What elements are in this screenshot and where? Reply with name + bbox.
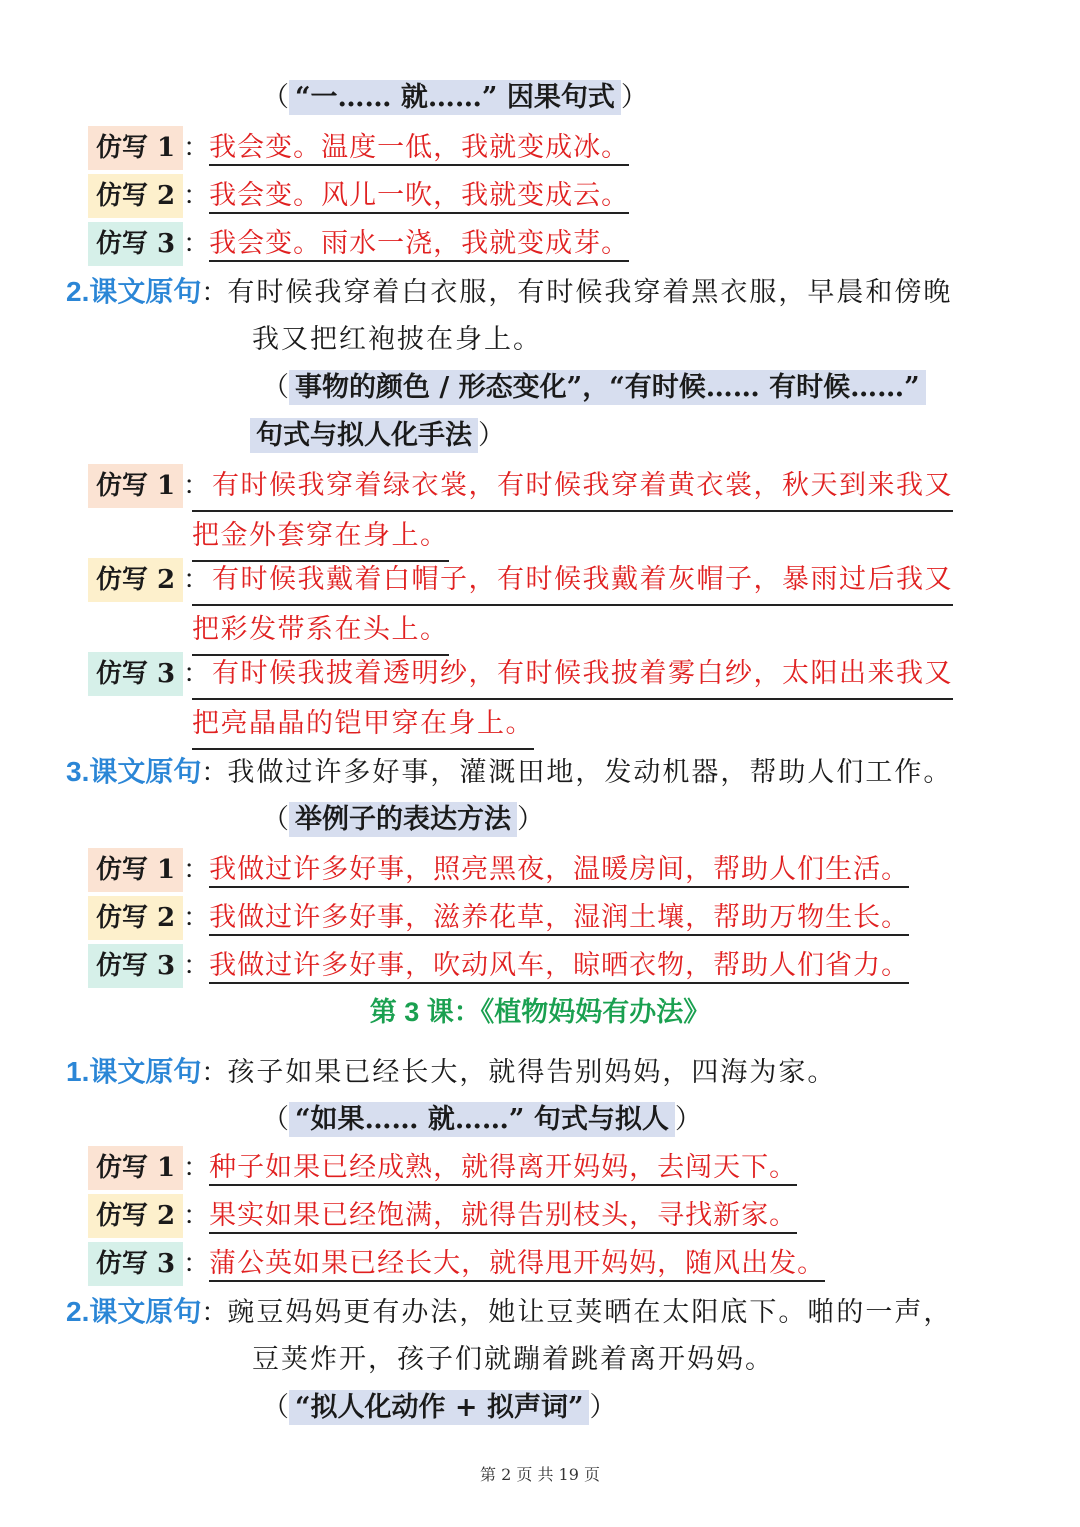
section3-note: （ 举例子的表达方法 ）	[262, 804, 544, 835]
imitation-tag: 仿写 1	[88, 464, 183, 508]
imitation-answer: 有时候我戴着白帽子，有时候我戴着灰帽子，暴雨过后我又 把彩发带系在头上。	[192, 556, 953, 656]
lesson-title: 第 3 课：《植物妈妈有办法》	[369, 997, 711, 1027]
imitation-row: 仿写 2 ：我会变。风儿一吹，我就变成云。	[88, 174, 629, 218]
imitation-tag: 仿写 3	[88, 222, 183, 266]
original-sentence: 1.课文原句：孩子如果已经长大，就得告别妈妈，四海为家。	[66, 1056, 837, 1088]
imitation-answer: 果实如果已经饱满，就得告别枝头，寻找新家。	[209, 1200, 797, 1234]
original-label: 2.课文原句	[66, 276, 202, 307]
imitation-row: 仿写 1 ：	[88, 464, 209, 508]
imitation-row: 仿写 1 ：我做过许多好事，照亮黑夜，温暖房间，帮助人们生活。	[88, 848, 909, 892]
original-sentence-cont: 豆荚炸开，孩子们就蹦着跳着离开妈妈。	[252, 1344, 774, 1375]
imitation-row: 仿写 3 ：	[88, 652, 209, 696]
imitation-tag: 仿写 3	[88, 652, 183, 696]
imitation-tag: 仿写 3	[88, 944, 183, 988]
original-sentence-cont: 我又把红袍披在身上。	[252, 324, 542, 355]
imitation-answer: 蒲公英如果已经长大，就得甩开妈妈，随风出发。	[209, 1248, 825, 1282]
section1-note: （ “一…… 就……” 因果句式 ）	[262, 82, 648, 113]
section1-note-highlight: “一…… 就……” 因果句式	[289, 80, 621, 115]
imitation-tag: 仿写 3	[88, 1242, 183, 1286]
imitation-tag: 仿写 2	[88, 1194, 183, 1238]
original-sentence: 3.课文原句：我做过许多好事，灌溉田地，发动机器，帮助人们工作。	[66, 756, 953, 788]
original-label: 1.课文原句	[66, 1056, 202, 1087]
imitation-answer: 我做过许多好事，照亮黑夜，温暖房间，帮助人们生活。	[209, 854, 909, 888]
section2-note-highlight: 事物的颜色 / 形态变化”，“有时候…… 有时候……”	[289, 370, 926, 405]
original-label: 2.课文原句	[66, 1296, 202, 1327]
imitation-row: 仿写 1 ：我会变。温度一低，我就变成冰。	[88, 126, 629, 170]
imitation-answer: 我做过许多好事，吹动风车，晾晒衣物，帮助人们省力。	[209, 950, 909, 984]
imitation-row: 仿写 3 ：我会变。雨水一浇，我就变成芽。	[88, 222, 629, 266]
original-sentence: 2.课文原句：有时候我穿着白衣服，有时候我穿着黑衣服，早晨和傍晚	[66, 276, 953, 308]
imitation-tag: 仿写 2	[88, 174, 183, 218]
imitation-row: 仿写 2 ：果实如果已经饱满，就得告别枝头，寻找新家。	[88, 1194, 797, 1238]
imitation-tag: 仿写 1	[88, 848, 183, 892]
imitation-row: 仿写 2 ：我做过许多好事，滋养花草，湿润土壤，帮助万物生长。	[88, 896, 909, 940]
imitation-row: 仿写 2 ：	[88, 558, 209, 602]
imitation-row: 仿写 1 ：种子如果已经成熟，就得离开妈妈，去闯天下。	[88, 1146, 797, 1190]
imitation-row: 仿写 3 ：蒲公英如果已经长大，就得甩开妈妈，随风出发。	[88, 1242, 825, 1286]
l3-section1-note: （ “如果…… 就……” 句式与拟人 ）	[262, 1104, 702, 1135]
imitation-answer: 有时候我披着透明纱，有时候我披着雾白纱，太阳出来我又 把亮晶晶的铠甲穿在身上。	[192, 650, 953, 750]
original-label: 3.课文原句	[66, 756, 202, 787]
imitation-tag: 仿写 1	[88, 126, 183, 170]
imitation-answer: 有时候我穿着绿衣裳，有时候我穿着黄衣裳，秋天到来我又 把金外套穿在身上。	[192, 462, 953, 562]
section2-note: （ 事物的颜色 / 形态变化”，“有时候…… 有时候……”	[262, 366, 926, 410]
imitation-answer: 我会变。雨水一浇，我就变成芽。	[209, 228, 629, 262]
imitation-tag: 仿写 1	[88, 1146, 183, 1190]
page-footer: 第 2 页 共 19 页	[480, 1465, 600, 1484]
section2-note-cont: 句式与拟人化手法 ）	[250, 414, 505, 458]
imitation-answer: 我做过许多好事，滋养花草，湿润土壤，帮助万物生长。	[209, 902, 909, 936]
imitation-tag: 仿写 2	[88, 558, 183, 602]
original-sentence: 2.课文原句：豌豆妈妈更有办法，她让豆荚晒在太阳底下。啪的一声，	[66, 1296, 953, 1328]
imitation-answer: 我会变。风儿一吹，我就变成云。	[209, 180, 629, 214]
imitation-tag: 仿写 2	[88, 896, 183, 940]
imitation-row: 仿写 3 ：我做过许多好事，吹动风车，晾晒衣物，帮助人们省力。	[88, 944, 909, 988]
l3-section2-note: （ “拟人化动作 + 拟声词” ）	[262, 1392, 617, 1423]
imitation-answer: 种子如果已经成熟，就得离开妈妈，去闯天下。	[209, 1152, 797, 1186]
imitation-answer: 我会变。温度一低，我就变成冰。	[209, 132, 629, 166]
